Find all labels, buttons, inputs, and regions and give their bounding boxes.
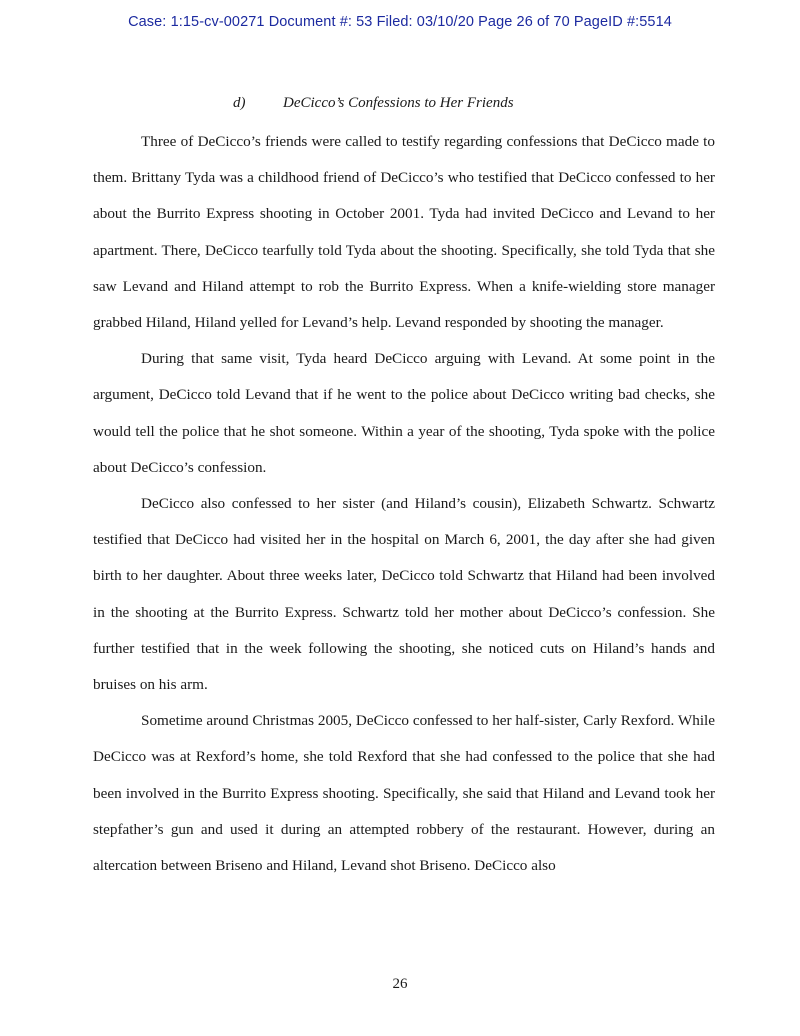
paragraph: Three of DeCicco’s friends were called to testify regarding confessions that DeCicco made to them. Brittany Tyda was a childhood friend of DeCicco’s who testified that DeCicco confessed to her about the Burrito Express shooting in October 2001. Tyda had invited DeCicco and Levand to her apartment. There, DeCicco tearfully told Tyda about the shooting. Specifically, she told Tyda that she saw Levand and Hiland attempt to rob the Burrito Express. When a knife-wielding store manager grabbed Hiland, Hiland yelled for Levand’s help. Levand responded by shooting the manager. — [93, 133, 715, 332]
page-number: 26 — [392, 976, 408, 992]
case-header: Case: 1:15-cv-00271 Document #: 53 Filed: 03/10/20 Page 26 of 70 PageID #:5514 — [128, 14, 672, 30]
section-marker: d) — [233, 95, 246, 111]
paragraph: DeCicco also confessed to her sister (and Hiland’s cousin), Elizabeth Schwartz. Schwartz testified that DeCicco had visited her in the hospital on March 6, 2001, the day after she had given birth to her daughter. About three weeks later, DeCicco told Schwartz that Hiland had been involved in the shooting at the Burrito Express. Schwartz told her mother about DeCicco’s confession. She further testified that in the week following the shooting, she noticed cuts on Hiland’s hands and bruises on his arm. — [93, 495, 715, 694]
body-text — [93, 124, 715, 884]
paragraph: During that same visit, Tyda heard DeCicco arguing with Levand. At some point in the argument, DeCicco told Levand that if he went to the police about DeCicco writing bad checks, she would tell the police that he shot someone. Within a year of the shooting, Tyda spoke with the police about DeCicco’s confession. — [93, 350, 715, 476]
paragraph: Sometime around Christmas 2005, DeCicco confessed to her half-sister, Carly Rexford. While DeCicco was at Rexford’s home, she told Rexford that she had confessed to the police that she had been involved in the Burrito Express shooting. Specifically, she said that Hiland and Levand took her stepfather’s gun and used it during an attempted robbery of the restaurant. However, during an altercation between Briseno and Hiland, Levand shot Briseno. DeCicco also — [93, 712, 715, 875]
section-title: DeCicco’s Confessions to Her Friends — [283, 95, 514, 111]
section-heading — [233, 95, 514, 112]
